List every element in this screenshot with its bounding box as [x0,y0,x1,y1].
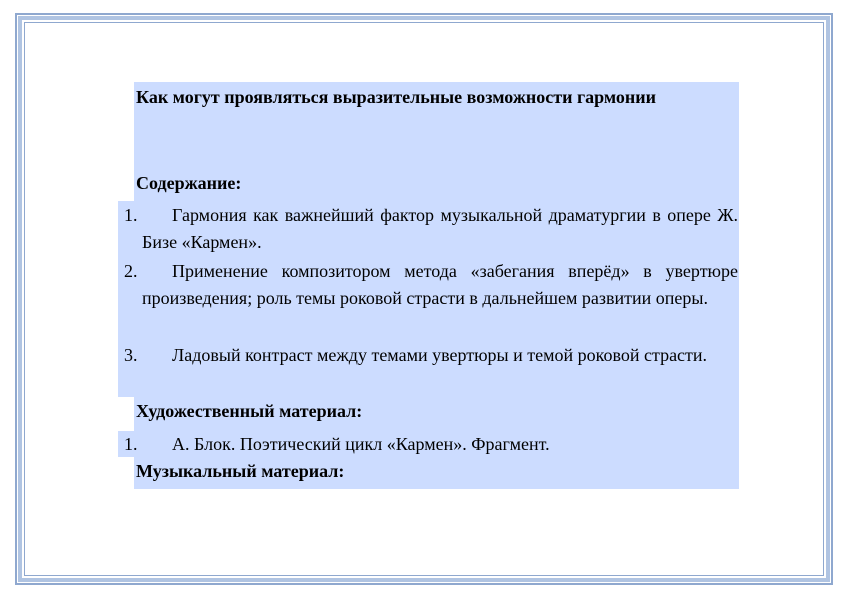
list-item-text: Гармония как важнейший фактор музыкальной драматургии в опере Ж. Бизе «Кармен». [142,205,738,252]
list-item-text: А. Блок. Поэтический цикл «Кармен». Фрагмент. [172,434,550,454]
list-item-number: 1. [124,434,138,454]
list-item [124,258,738,312]
list-item [124,342,738,369]
contents-heading: Содержание: [136,173,242,193]
list-item-text: Применение композитором метода «забегания вперёд» в увертюре произведения; роль темы роковой страсти в дальнейшем развитии оперы. [142,261,738,308]
list-item-number: 1. [124,205,138,225]
page-title: Как могут проявляться выразительные возможности гармонии [136,87,656,107]
list-item-text: Ладовый контраст между темами увертюры и темой роковой страсти. [172,345,708,365]
list-item-number: 3. [124,345,138,365]
list-item-number: 2. [124,261,138,281]
art-material-heading: Художественный материал: [136,401,363,421]
music-material-heading: Музыкальный материал: [136,461,345,481]
list-item [124,202,738,256]
list-item [124,431,738,458]
